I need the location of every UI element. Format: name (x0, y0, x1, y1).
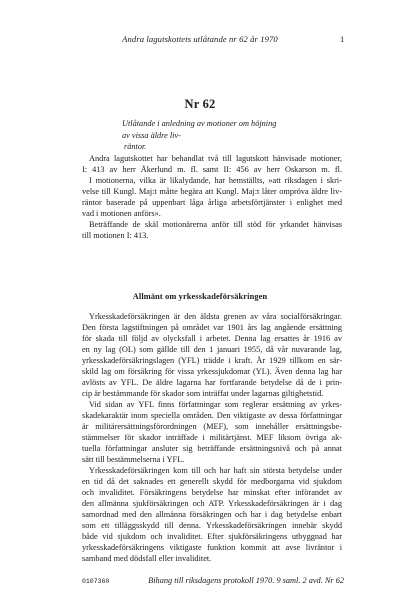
text-line: Vid sidan av YFL finns författningar som reglerar ersättning av yrkes- (89, 400, 342, 409)
section-heading: Allmänt om yrkesskadeförsäkringen (132, 292, 268, 301)
text-line: yrkesskadeförsäkringens viktigaste funktion kommit att avse livräntor i (82, 543, 342, 552)
print-code: 0107360 (82, 578, 110, 585)
text-line: sätt till bestämmelserna i YFL. (82, 455, 185, 464)
text-line: skadekaraktär inom speciella områden. Den viktigaste av dessa författningar (82, 411, 342, 420)
text-line: Andra lagutskottet har behandlat två till lagutskott hänvisade motioner, (89, 154, 342, 163)
running-head: Andra lagutskottets utlåtande nr 62 år 1970 (122, 34, 278, 44)
text-line: räntor baserade på uppenbart låga årliga arbetsförtjänster i enlighet med (82, 198, 342, 207)
text-line: tuella författningar ansluter sig beträffande ersättningsnivå och på annat (82, 444, 342, 453)
text-line: för skada till följd av olycksfall i arbetet. Denna lag ersattes år 1916 av (82, 334, 342, 343)
text-line: Yrkesskadeförsäkringen är den äldsta grenen av våra socialförsäkringar. (89, 312, 342, 321)
text-line: Yrkesskadeförsäkringen kom till och har haft sin största betydelse under (89, 466, 342, 475)
title-line: Utlåtande i anledning av motioner om höjning av vissa äldre liv- (122, 119, 277, 140)
text-line: som ett tilläggsskydd till denna. Yrkesskadeförsäkringen innebär skydd (82, 521, 342, 530)
text-line: avlösts av YFL. De äldre lagarna har fortfarande betydelse då de i prin- (82, 378, 342, 387)
document-number: Nr 62 (184, 97, 216, 111)
footer-citation: Bihang till riksdagens protokoll 1970. 9 saml. 2 avd. Nr 62 (148, 576, 344, 585)
text-line: är militärersättningsförordningen (MEF), som innehåller ersättningsbe- (82, 422, 342, 431)
text-line: velse till Kungl. Maj:t måtte begära att Kungl. Maj:t låter ompröva äldre liv- (82, 187, 342, 196)
text-line: vad i motionen anförs». (82, 209, 161, 218)
text-line: I: 413 av herr Åkerlund m. fl. samt II: 456 av herr Oskarson m. fl. (82, 165, 342, 174)
text-line: en tid då det saknades ett generellt skydd för medborgarna vid sjukdom (82, 477, 342, 486)
text-line: samband med dödsfall eller invaliditet. (82, 554, 212, 563)
text-line: cip är bestämmande för skador som inträffat under lagarnas giltighetstid. (82, 389, 324, 398)
text-line: samordnad med den allmänna försäkringen och har i dag betydelse enbart (82, 510, 342, 519)
text-line: och invaliditet. Försäkringens betydelse har minskat efter införandet av (82, 488, 342, 497)
text-line: både vid sjukdom och invaliditet. Efter sjukförsäkringens utbyggnad har (82, 532, 342, 541)
title-line: räntor. (124, 142, 147, 151)
page-number: 1 (340, 34, 345, 44)
text-line: den allmänna sjukförsäkringen och ATP. Yrkesskadeförsäkringen är i dag (82, 499, 342, 508)
text-line: till motionen I: 413. (82, 231, 149, 240)
text-line: Beträffande de skäl motionärerna anför till stöd för yrkandet hänvisas (89, 220, 342, 229)
text-line: en ny lag (OL) som gällde till den 1 januari 1955, då vår nuvarande lag, (82, 345, 342, 354)
document-title (122, 118, 282, 153)
text-line: stämmelser för skador inträffade i militärtjänst. MEF liksom övriga ak- (82, 433, 342, 442)
text-line: yrkesskadeförsäkringslagen (YFL) trädde i kraft. År 1929 tillkom en sär- (82, 356, 342, 365)
text-line: I motionerna, vilka är likalydande, har hemställts, »att riksdagen i skri- (89, 176, 342, 185)
text-line: Den första lagstiftningen på området var 1901 års lag angående ersättning (82, 323, 342, 332)
text-line: skild lag om försäkring för vissa yrkessjukdomar (YL). Även denna lag har (82, 367, 342, 376)
